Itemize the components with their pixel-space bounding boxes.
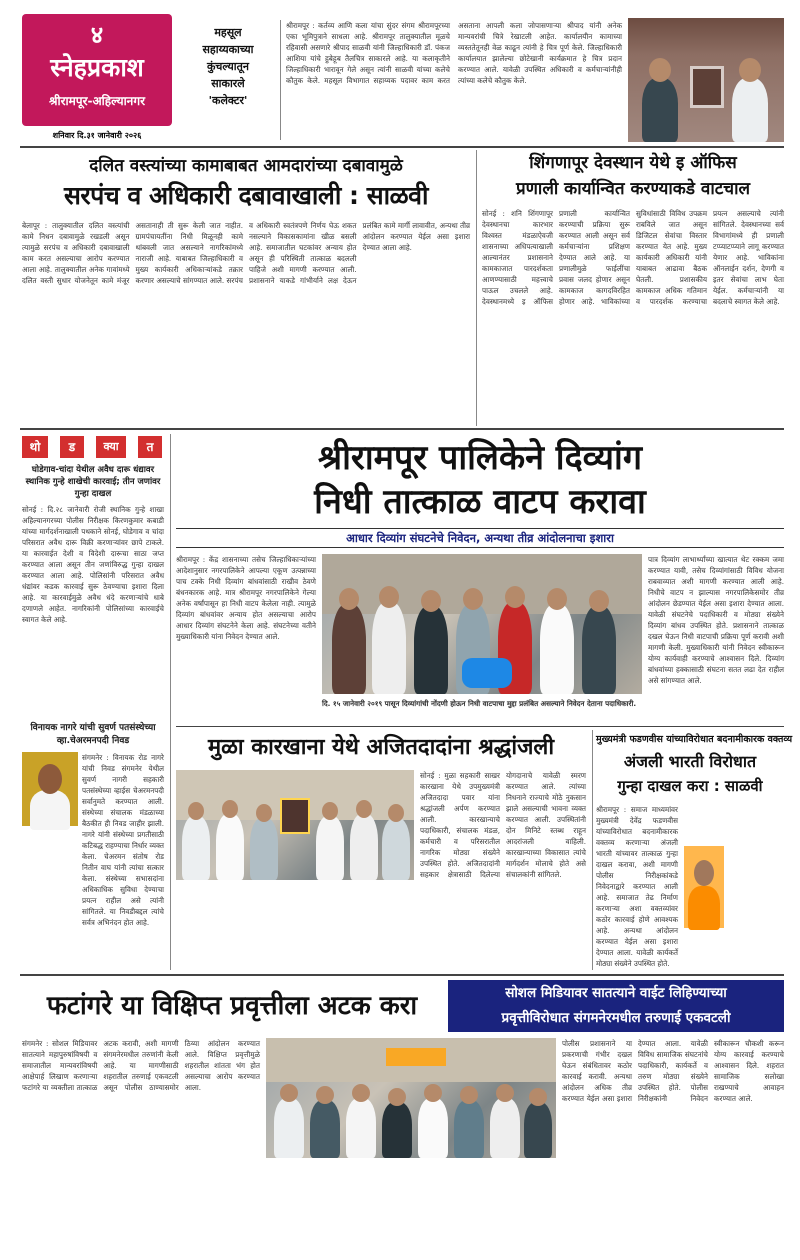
fatangre-body-left: संगमनेर : सोशल मिडियावर सातत्याने महापुरुषांविषयी व समाजातील मान्यवरांविषयी आक्षेपार्ह लिखाण करणाऱ्या फटांगरे या व्यक्तीला तात्काळ अटक करावी, अशी मागणी संगमनेरमधील तरुणांनी केली आहे. या मागणीसाठी शहरातील तरुणाई एकवटली असून पोलीस ठाण्यासमोर ठिय्या आंदोलन करण्यात आले. विक्षिप्त प्रवृत्तीमुळे शहरातील शांतता भंग होत असल्याचा आरोप करण्यात आला. (22, 1039, 260, 1092)
shingnapur-headline (482, 150, 784, 202)
headline-line: सहाय्यकाच्या (202, 43, 254, 56)
headline-line: अंजली भारती विरोधात (623, 752, 757, 771)
masthead (22, 14, 172, 138)
top-story-headline (180, 24, 276, 109)
thod-item2-body-cont (22, 830, 164, 968)
salvi-body: बेलापूर : तालुक्यातील दलित वस्त्यांची कामे निधन दबावामुळे रखडली असून त्यामुळे सरपंच व अधिकारी दबावाखाली काम करत असल्याचा आरोप करण्यात आला आहे. तालुक्यातील अनेक गावांमध्ये दलित वस्ती सुधार योजनेतून कामे मंजूर असतानाही ती सुरू केली जात नाहीत. ग्रामपंचायतींना निधी मिळूनही कामे थांबवली जात असल्याने नागरिकांमध्ये नाराजी आहे. याबाबत जिल्हाधिकारी व मुख्य कार्यकारी अधिकाऱ्यांकडे तक्रार करणार असल्याचे सांगण्यात आले. सरपंच व अधिकारी स्वतंत्रपणे निर्णय घेऊ शकत नसल्याने विकासकामांना खीळ बसली आहे. समाजातील घटकांवर अन्याय होत असून ही परिस्थिती तात्काळ बदलली पाहिजे अशी मागणी करण्यात आली. प्रशासनाने याकडे गांभीर्याने लक्ष देऊन प्रलंबित कामे मार्गी लावावीत, अन्यथा तीव्र आंदोलन करण्यात येईल असा इशारा देण्यात आला आहे. (22, 221, 470, 285)
thod-letter: थो (22, 436, 48, 458)
fatangre-photo (266, 1038, 556, 1158)
salvi-headline: सरपंच व अधिकारी दबावाखाली : साळवी (64, 181, 428, 210)
thod-item1-body: सोनई : दि.२८ जानेवारी रोजी स्थानिक गुन्हे शाखा अहिल्यानगरच्या पोलीस निरीक्षक किरणकुमार कबाडी यांच्या मार्गदर्शनाखाली पथकाने सोनई, घोडेगाव व चांदा परिसरात अवैध दारू विक्री करणाऱ्यांवर छापे टाकले. या कारवाईत देशी व विदेशी दारूचा साठा जप्त करण्यात आला असून तीन जणांविरुद्ध गुन्हा दाखल करण्यात आला आहे. पोलिसांनी परिसरात अवैध धंद्यांवर कडक कारवाई सुरू ठेवण्याचा इशारा दिला आहे. या कारवाईमुळे अवैध धंदे करणाऱ्यांचे धाबे दणाणले आहेत. नागरिकांनी पोलिसांच्या कारवाईचे स्वागत केले आहे. (22, 505, 164, 624)
protest-banner (386, 1048, 446, 1066)
nagre-photo (22, 752, 78, 826)
headline-line: शिंगणापूर देवस्थान येथे इ ऑफिस (529, 153, 737, 173)
scooter (462, 658, 512, 688)
issue-date: शनिवार दि.३१ जानेवारी २०२६ (52, 131, 142, 140)
edition-label: श्रीरामपूर-अहिल्यानगर (48, 94, 146, 108)
divyang-headline (176, 436, 784, 524)
divyang-photo (322, 554, 642, 694)
divyang-body-right: पात्र दिव्यांग लाभार्थ्यांच्या खात्यात थेट रक्कम जमा करण्यात यावी, तसेच दिव्यांगांसाठी विविध योजना राबवाव्यात अशी मागणी करण्यात आली आहे. निधीचे वाटप न झाल्यास नगरपालिकेसमोर तीव्र आंदोलन छेडण्यात येईल असा इशारा देण्यात आला. यावेळी संघटनेचे पदाधिकारी व मोठ्या संख्येने दिव्यांग बांधव उपस्थित होते. प्रशासनाने तात्काळ दखल घेऊन निधी वाटपाची प्रक्रिया पूर्ण करावी अशी मागणी केली. मुख्याधिकारी यांनी निवेदन स्वीकारून योग्य कार्यवाही करण्याचे आश्वासन दिले. दिव्यांग बांधवांच्या हक्कासाठी संघटना सतत लढा देत राहील असे सांगण्यात आले. (648, 555, 784, 685)
mula-body-lower (176, 884, 414, 968)
divyang-subhead-bar (176, 528, 784, 548)
headline-line: प्रणाली कार्यान्वित करण्याकडे वाटचाल (515, 179, 751, 199)
subhead-line: प्रवृत्तीविरोधात संगमनेरमधील तरुणाई एकवटली (501, 1010, 731, 1026)
subhead-line: सोशल मिडियावर सातत्याने वाईट लिहिण्याच्या (505, 985, 727, 1001)
top-story-photo (628, 18, 784, 142)
shingnapur-body: सोनई : शनि शिंगणापूर देवस्थानचा कारभार विश्वस्त मंडळाऐवजी शासनाच्या अधिपत्याखाली आल्यानंतर प्रशासनाने कामकाजात पारदर्शकता आणण्यासाठी महत्त्वाचे पाऊल उचलले आहे. देवस्थानमध्ये इ ऑफिस प्रणाली कार्यान्वित करण्याची प्रक्रिया सुरू करण्यात आली असून सर्व कर्मचाऱ्यांना प्रशिक्षण देण्यात आले आहे. या प्रणालीमुळे फाईलींचा प्रवास जलद होणार असून कामकाज कागदविरहित होणार आहे. भाविकांच्या सुविधांसाठी विविध उपक्रम राबविले जात असून डिजिटल सेवांचा विस्तार करण्यात येत आहे. मुख्य कार्यकारी अधिकारी यांनी याबाबत आढावा बैठक घेतली. प्रशासकीय कामकाज अधिक गतिमान व पारदर्शक करण्याचा प्रयत्न असल्याचे त्यांनी सांगितले. देवस्थानच्या सर्व विभागांमध्ये ही प्रणाली टप्प्याटप्प्याने लागू करण्यात येणार आहे. भाविकांना ऑनलाईन दर्शन, देणगी व इतर सेवांचा लाभ घेता येईल. कर्मचाऱ्यांनी या बदलाचे स्वागत केले आहे. (482, 209, 784, 306)
thod-letter: क्या (96, 436, 126, 458)
thod-letter: त (138, 436, 162, 458)
thod-item1-title: घोडेगाव-चांदा येथील अवैध दारू धंद्यावर स्थानिक गुन्हे शाखेची कारवाई; तीन जणांवर गुन्हा दाखल (25, 465, 161, 499)
mula-photo (176, 770, 414, 880)
framed-portrait (690, 66, 724, 108)
thodkyat-banner (22, 436, 164, 458)
headline-line: महसूल (214, 26, 242, 39)
headline-line: साकारले (211, 77, 245, 90)
anjali-body: श्रीरामपूर : समाज माध्यमांवर मुख्यमंत्री देवेंद्र फडणवीस यांच्याविरोधात बदनामीकारक वक्तव्य करणाऱ्या अंजली भारती यांच्यावर तात्काळ गुन्हा दाखल करावा, अशी मागणी पोलीस निरीक्षकांकडे निवेदनाद्वारे करण्यात आली आहे. समाजात तेढ निर्माण करणाऱ्या अशा वक्तव्यांवर कठोर कारवाई होणे आवश्यक आहे. अन्यथा आंदोलन करण्यात येईल असा इशारा देण्यात आला. यावेळी कार्यकर्ते मोठ्या संख्येने उपस्थित होते. (596, 805, 678, 968)
accused-photo (684, 846, 724, 928)
divyang-caption: दि. १५ जानेवारी २०१९ पासून दिव्यांगांची नोंदणी होऊन निधी वाटपाचा मुद्दा प्रलंबित असल्याने निवेदन देताना पदाधिकारी. (322, 699, 637, 708)
thod-item2-body: संगमनेर : विनायक रोड नागरे यांची निवड संगमनेर येथील सुवर्ण नागरी सहकारी पतसंस्थेच्या व्हाईस चेअरमनपदी सर्वानुमते करण्यात आली. संस्थेच्या संचालक मंडळाच्या बैठकीत ही निवड जाहीर झाली. नागरे यांनी संस्थेच्या प्रगतीसाठी कटिबद्ध राहण्याचा निर्धार व्यक्त केला. चेअरमन संतोष रोड नितीन वाघ यांनी त्यांचा सत्कार केला. संस्थेच्या सभासदांना अधिकाधिक सुविधा देण्याचा प्रयत्न राहील असे त्यांनी सांगितले. या निवडीबद्दल त्यांचे सर्वत्र अभिनंदन होत आहे. (82, 753, 164, 927)
top-story-body: श्रीरामपूर : कर्तव्य आणि कला यांचा सुंदर संगम श्रीरामपूरच्या एका भूमिपुत्राने साधला आहे. श्रीरामपूर तालुक्यातील मूळचे रहिवासी असणारे श्रीपाद साळवी यांनी जिल्हाधिकारी डॉ. पंकज आशिया यांचे हुबेहूब तैलचित्र साकारले आहे. या कलाकृतीने जिल्हाधिकारी भारावून गेले असून त्यांनी साळवी यांच्या कलेचे कौतुक केले. महसूल विभागात सहाय्यक पदावर काम करत असताना आपली कला जोपासणाऱ्या श्रीपाद यांनी अनेक मान्यवरांची चित्रे रेखाटली आहेत. कार्यालयीन कामाच्या व्यस्ततेतूनही वेळ काढून त्यांनी हे चित्र पूर्ण केले. जिल्हाधिकारी कार्यालयात झालेल्या छोटेखानी कार्यक्रमात हे चित्र प्रदान करण्यात आले. यावेळी उपस्थित अधिकारी व कर्मचाऱ्यांनीही त्यांच्या कलेचे कौतुक केले. (286, 21, 622, 85)
mula-body: सोनई : मुळा सहकारी साखर कारखाना येथे उपमुख्यमंत्री अजितदादा पवार यांना श्रद्धांजली अर्पण करण्यात आली. कारखान्याचे पदाधिकारी, संचालक मंडळ, कर्मचारी व परिसरातील नागरिक मोठ्या संख्येने उपस्थित होते. अजितदादांनी सहकार क्षेत्रासाठी दिलेल्या योगदानाचे यावेळी स्मरण करण्यात आले. त्यांच्या निधनाने राज्याचे मोठे नुकसान झाले असल्याची भावना व्यक्त करण्यात आली. उपस्थितांनी दोन मिनिटे स्तब्ध राहून आदरांजली वाहिली. कारखान्याच्या विकासात त्यांचे मार्गदर्शन मोलाचे होते असे संचालकांनी सांगितले. (420, 771, 586, 879)
headline-line: 'कलेक्टर' (208, 94, 248, 107)
fatangre-subhead-box (448, 980, 784, 1032)
mula-headline: मुळा कारखाना येथे अजितदादांना श्रद्धांजली (207, 735, 555, 760)
fatangre-body-right: पोलीस प्रशासनाने या प्रकरणाची गंभीर दखल घेऊन संबंधितावर कठोर कारवाई करावी. अन्यथा आंदोलन अधिक तीव्र करण्यात येईल असा इशारा देण्यात आला. यावेळी विविध सामाजिक संघटनांचे पदाधिकारी, कार्यकर्ते व तरुण मोठ्या संख्येने उपस्थित होते. पोलीस निरीक्षकांनी निवेदन स्वीकारून चौकशी करून योग्य कारवाई करण्याचे आश्वासन दिले. शहरात सामाजिक सलोखा राखण्याचे आवाहन करण्यात आले. (562, 1039, 784, 1103)
fatangre-headline: फटांगरे या विक्षिप्त प्रवृत्तीला अटक करा (46, 991, 418, 1021)
page-number: ४ (90, 21, 104, 49)
anjali-kicker: मुख्यमंत्री फडणवीस यांच्याविरोधात बदनामीकारक वक्तव्य (596, 734, 793, 745)
divyang-subhead: आधार दिव्यांग संघटनेचे निवेदन, अन्यथा तीव्र आंदोलनाचा इशारा (346, 531, 614, 545)
anjali-headline (596, 750, 784, 798)
portrait-frame (280, 798, 310, 834)
anjali-body-right (728, 804, 784, 968)
thod-letter: ड (60, 436, 84, 458)
headline-line: श्रीरामपूर पालिकेने दिव्यांग (318, 438, 642, 478)
thod-item2-title: विनायक नागरे यांची सुवर्ण पतसंस्थेच्या व्हा.चेअरमनपदी निवड (30, 723, 156, 746)
paper-name: स्नेहप्रकाश (50, 53, 144, 82)
headline-line: गुन्हा दाखल करा : साळवी (617, 777, 763, 795)
headline-line: निधी तात्काळ वाटप करावा (314, 482, 646, 522)
fatangre-body-lower (266, 1162, 556, 1248)
salvi-kicker: दलित वस्त्यांच्या कामाबाबत आमदारांच्या दबावामुळे (89, 156, 403, 176)
divyang-body-left: श्रीरामपूर : केंद्र शासनाच्या तसेच जिल्हाधिकाऱ्यांच्या आदेशानुसार नगरपालिकेने आपल्या एकूण उत्पन्नाच्या पाच टक्के निधी दिव्यांग बांधवांसाठी राखीव ठेवणे बंधनकारक आहे. मात्र श्रीरामपूर नगरपालिकेने गेल्या अनेक वर्षांपासून हा निधी वाटप केलेला नाही. त्यामुळे दिव्यांग बांधवांवर अन्याय होत असल्याचा आरोप आधार दिव्यांग संघटनेने केला आहे. संघटनेच्या वतीने मुख्याधिकारी यांना निवेदन देण्यात आले. (176, 555, 316, 641)
headline-line: कुंचल्यातून (206, 60, 250, 73)
